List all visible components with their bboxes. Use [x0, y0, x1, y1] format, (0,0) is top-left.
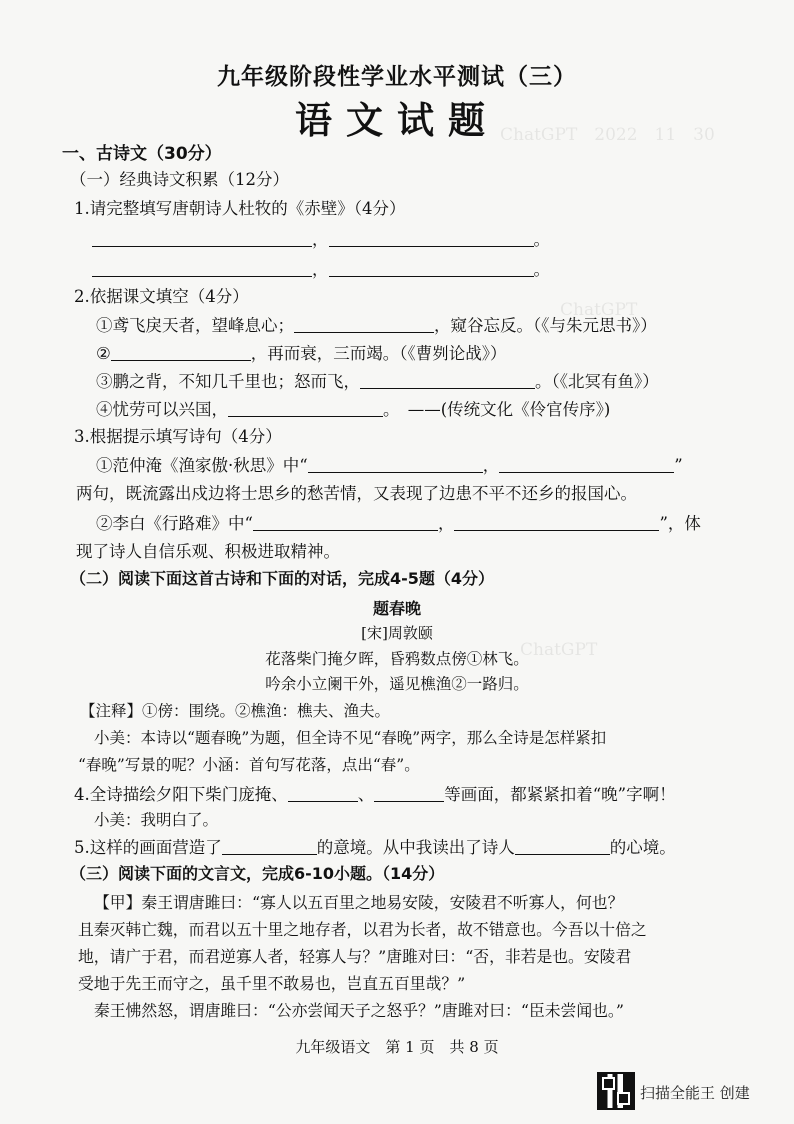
answer-blank[interactable] [329, 260, 534, 277]
poem-line: 吟余小立阑干外，遥见樵渔②一路归。 [265, 675, 529, 693]
scanner-watermark: 扫描全能王 创建 [640, 1084, 750, 1102]
fill-row: ② ，再而衰，三而竭。（《曹刿论战》） [96, 344, 507, 363]
poem-line: 花落柴门掩夕晖，昏鸦数点傍①林飞。 [265, 650, 529, 668]
classical-text-line: 且秦灭韩亡魏，而君以五十里之地存者，以君为长者，故不错意也。今吾以十倍之 [78, 920, 647, 939]
answer-blank[interactable] [222, 838, 317, 855]
exam-title: 语文试题 [295, 99, 499, 142]
text-line: 现了诗人自信乐观、积极进取精神。 [76, 542, 340, 561]
answer-blank[interactable] [360, 372, 535, 389]
answer-blank[interactable] [374, 785, 444, 802]
fill-row: ④忧劳可以兴国， 。 ——(传统文化《伶官传序》) [96, 400, 611, 419]
dialog-line: “春晚”写景的呢？小涵：首句写花落，点出“春”。 [78, 756, 420, 774]
dialog-line: 小美：我明白了。 [94, 811, 219, 829]
part-heading: （二）阅读下面这首古诗和下面的对话，完成4-5题（4分） [70, 569, 495, 588]
answer-blank[interactable] [308, 456, 483, 473]
answer-row: ， 。 [92, 256, 550, 280]
part-heading: （三）阅读下面的文言文，完成6-10小题。（14分） [70, 864, 445, 883]
fill-row: ③鹏之背，不知几千里也；怒而飞， 。（《北冥有鱼》） [96, 372, 659, 391]
classical-text-line: 秦王怫然怒，谓唐雎曰：“公亦尝闻天子之怒乎？”唐雎对曰：“臣未尝闻也。” [94, 1001, 624, 1020]
answer-blank[interactable] [515, 838, 610, 855]
qr-code-icon [597, 1072, 635, 1110]
answer-blank[interactable] [288, 785, 358, 802]
answer-blank[interactable] [253, 514, 438, 531]
answer-blank[interactable] [499, 456, 674, 473]
answer-blank[interactable] [454, 514, 659, 531]
dialog-line: 小美：本诗以“题春晚”为题，但全诗不见“春晚”两字，那么全诗是怎样紧扣 [94, 729, 607, 747]
poem-note: 【注释】①傍：围绕。②樵渔：樵夫、渔夫。 [80, 702, 391, 720]
bleed-through: ChatGPT [560, 300, 638, 320]
page-footer: 九年级语文 第 1 页 共 8 页 [295, 1038, 499, 1056]
question-2: 2.依据课文填空（4分） [74, 287, 249, 306]
bleed-through: ChatGPT [520, 640, 598, 660]
answer-blank[interactable] [294, 316, 434, 333]
answer-blank[interactable] [228, 400, 383, 417]
bleed-through: ChatGPT 2022 11 30 [500, 125, 715, 145]
classical-text-line: 【甲】秦王谓唐雎曰：“寡人以五百里之地易安陵，安陵君不听寡人，何也？ [94, 893, 624, 912]
fill-row: ①鸢飞戾天者，望峰息心； ，窥谷忘反。（《与朱元思书》） [96, 316, 657, 335]
answer-row: ， 。 [92, 226, 550, 250]
fill-row: ②李白《行路难》中“ ， ”，体 [96, 514, 701, 533]
answer-blank[interactable] [329, 230, 534, 247]
fill-row: ①范仲淹《渔家傲·秋思》中“ ， ” [96, 456, 683, 475]
part-heading: （一）经典诗文积累（12分） [70, 170, 289, 189]
text-line: 两句，既流露出戍边将士思乡的愁苦情，又表现了边患不平不还乡的报国心。 [76, 484, 637, 503]
question-3: 3.根据提示填写诗句（4分） [74, 427, 282, 446]
question-5: 5.这样的画面营造了 的意境。从中我读出了诗人 的心境。 [74, 838, 676, 857]
answer-blank[interactable] [92, 260, 312, 277]
question-4: 4.全诗描绘夕阳下柴门庞掩、 、 等画面，都紧紧扣着“晚”字啊！ [74, 785, 676, 804]
answer-blank[interactable] [92, 230, 312, 247]
poem-author: [宋]周敦颐 [361, 624, 433, 642]
section-heading: 一、古诗文（30分） [62, 144, 222, 164]
classical-text-line: 受地于先王而守之，虽千里不敢易也，岂直五百里哉？” [78, 974, 466, 993]
answer-blank[interactable] [111, 344, 251, 361]
question-1: 1.请完整填写唐朝诗人杜牧的《赤壁》（4分） [74, 199, 406, 218]
classical-text-line: 地，请广于君，而君逆寡人者，轻寡人与？”唐雎对曰：“否，非若是也。安陵君 [78, 947, 632, 966]
poem-title: 题春晚 [372, 599, 421, 618]
exam-subtitle: 九年级阶段性学业水平测试（三） [217, 63, 577, 90]
